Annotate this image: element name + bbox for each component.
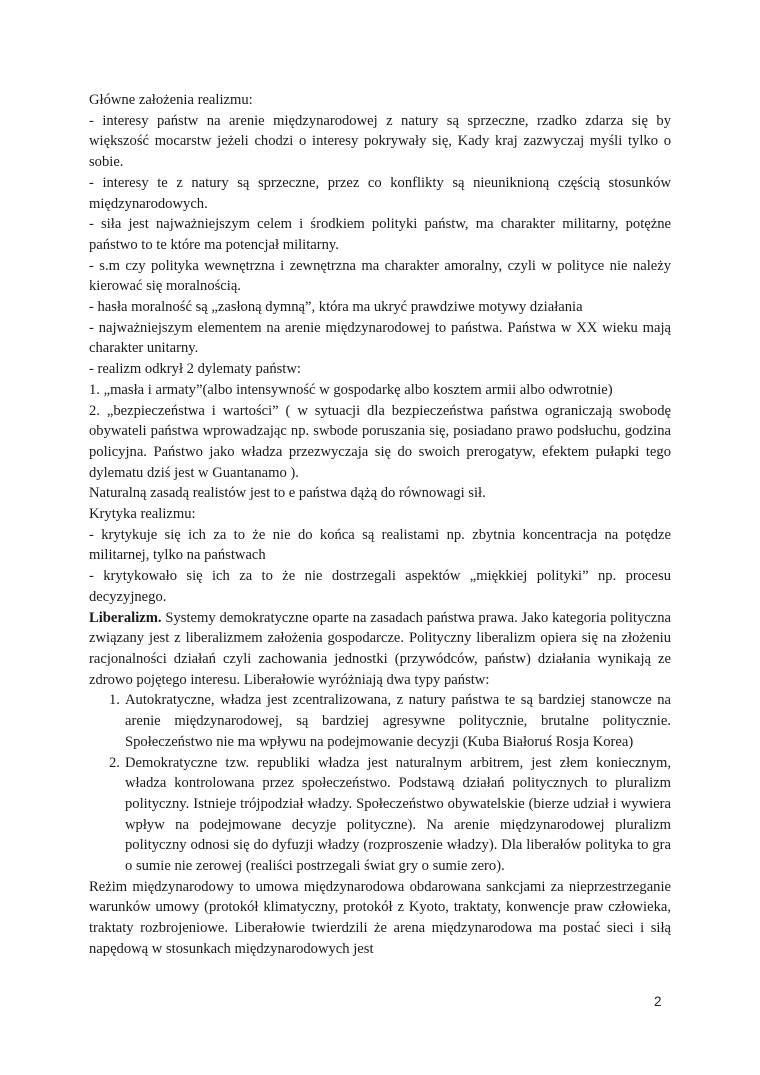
realism-point: - realizm odkrył 2 dylematy państw: [89, 361, 301, 378]
realism-point: - siła jest najważniejszym celem i środkiem polityki państw, ma charakter militarny, potężne państwo to te które ma potencjał militarny. [89, 216, 671, 253]
liberalism-intro: Systemy demokratyczne oparte na zasadach państwa prawa. Jako kategoria polityczna związany jest z liberalizmem założenia gospodarcze. Polityczny liberalizm opiera się na złożeniu racjonalności działań czyli zachowania jednostki (przywódców, państw) działania wynikają ze zdrowo pojętego interesu. Liberałowie wyróżniają dwa typy państw: [89, 609, 671, 688]
critique-point: - krytykowało się ich za to że nie dostrzegali aspektów „miękkiej polityki” np. procesu decyzyjnego. [89, 568, 671, 605]
realism-point: - najważniejszym elementem na arenie międzynarodowej to państwa. Państwa w XX wieku mają charakter unitarny. [89, 319, 671, 357]
regime-paragraph: Reżim międzynarodowy to umowa międzynarodowa obdarowana sankcjami za nieprzestrzeganie warunków umowy (protokół klimatyczny, protokół z Kyoto, traktaty, konwencje praw człowieka, traktaty rozbrojeniowe. Liberałowie twierdzili że arena międzynarodowa ma postać sieci i siłą napędową w stosunkach międzynarodowych jest [89, 878, 671, 957]
critique-point: - krytykuje się ich za to że nie do końca są realistami np. zbytnia koncentracja na potędze militarnej, tylko na państwach [89, 526, 671, 564]
realism-point: - hasła moralność są „zasłoną dymną”, która ma ukryć prawdziwe motywy działania [89, 299, 583, 316]
list-number: 2. [109, 754, 120, 771]
state-types-list [89, 690, 671, 876]
realism-point: - interesy państw na arenie międzynarodowej z natury są sprzeczne, rzadko zdarza się by większość mocarstw jeżeli chodzi o interesy pokrywały się, Kady kraj zazwyczaj myśli tylko o sobie. [89, 112, 671, 171]
list-item-text: Demokratyczne tzw. republiki władza jest naturalnym arbitrem, jest złem koniecznym, władza kontrolowana przez społeczeństwo. Podstawą działań politycznych to pluralizm polityczny. Istnieje trójpodział władzy. Społeczeństwo obywatelskie (bierze udział i wywiera wpływ na podejmowane decyzje polityczne). Na arenie międzynarodowej pluralizm polityczny odnosi się do dyfuzji władzy (rozproszenie władzy). Dla liberałów polityka to gra o sumie nie zerowej (realiści postrzegali świat gry o sumie zero). [125, 754, 671, 875]
list-number: 1. [109, 692, 120, 709]
natural-principle: Naturalną zasadą realistów jest to e państwa dążą do równowagi sił. [89, 485, 486, 502]
list-item-text: Autokratyczne, władza jest zcentralizowana, z natury państwa te są bardziej stanowcze na arenie międzynarodowej, są bardziej agresywne politycznie, brutalne politycznie. Społeczeństwo nie ma wpływu na podejmowanie decyzji (Kuba Białoruś Rosja Korea) [125, 692, 671, 750]
page-number: 2 [654, 994, 662, 1009]
list-item [89, 690, 671, 752]
dilemma-item: 2. „bezpieczeństwa i wartości” ( w sytuacji dla bezpieczeństwa państwa ograniczają swobodę obywateli państwa wprowadzając np. swbode poruszania się, posiadano prawo podsłuchu, godzina policyjna. Państwo jako władza przezwyczaja się do swoich prerogatyw, efektem pułapki tego dylematu dziś jest w Guantanamo ). [89, 402, 671, 481]
dilemma-item: 1. „masła i armaty”(albo intensywność w gospodarkę albo kosztem armii albo odwrotnie) [89, 381, 613, 398]
realism-heading: Główne założenia realizmu: [89, 92, 253, 108]
realism-point: - s.m czy polityka wewnętrzna i zewnętrzna ma charakter amoralny, czyli w polityce nie należy kierować się moralnością. [89, 257, 671, 295]
realism-point: - interesy te z natury są sprzeczne, przez co konflikty są nieuniknioną częścią stosunków międzynarodowych. [89, 174, 671, 212]
body-text [89, 90, 671, 960]
list-item [89, 753, 671, 877]
liberalism-title: Liberalizm. [89, 609, 162, 626]
critique-heading: Krytyka realizmu: [89, 506, 196, 523]
liberalism-paragraph [89, 608, 671, 691]
